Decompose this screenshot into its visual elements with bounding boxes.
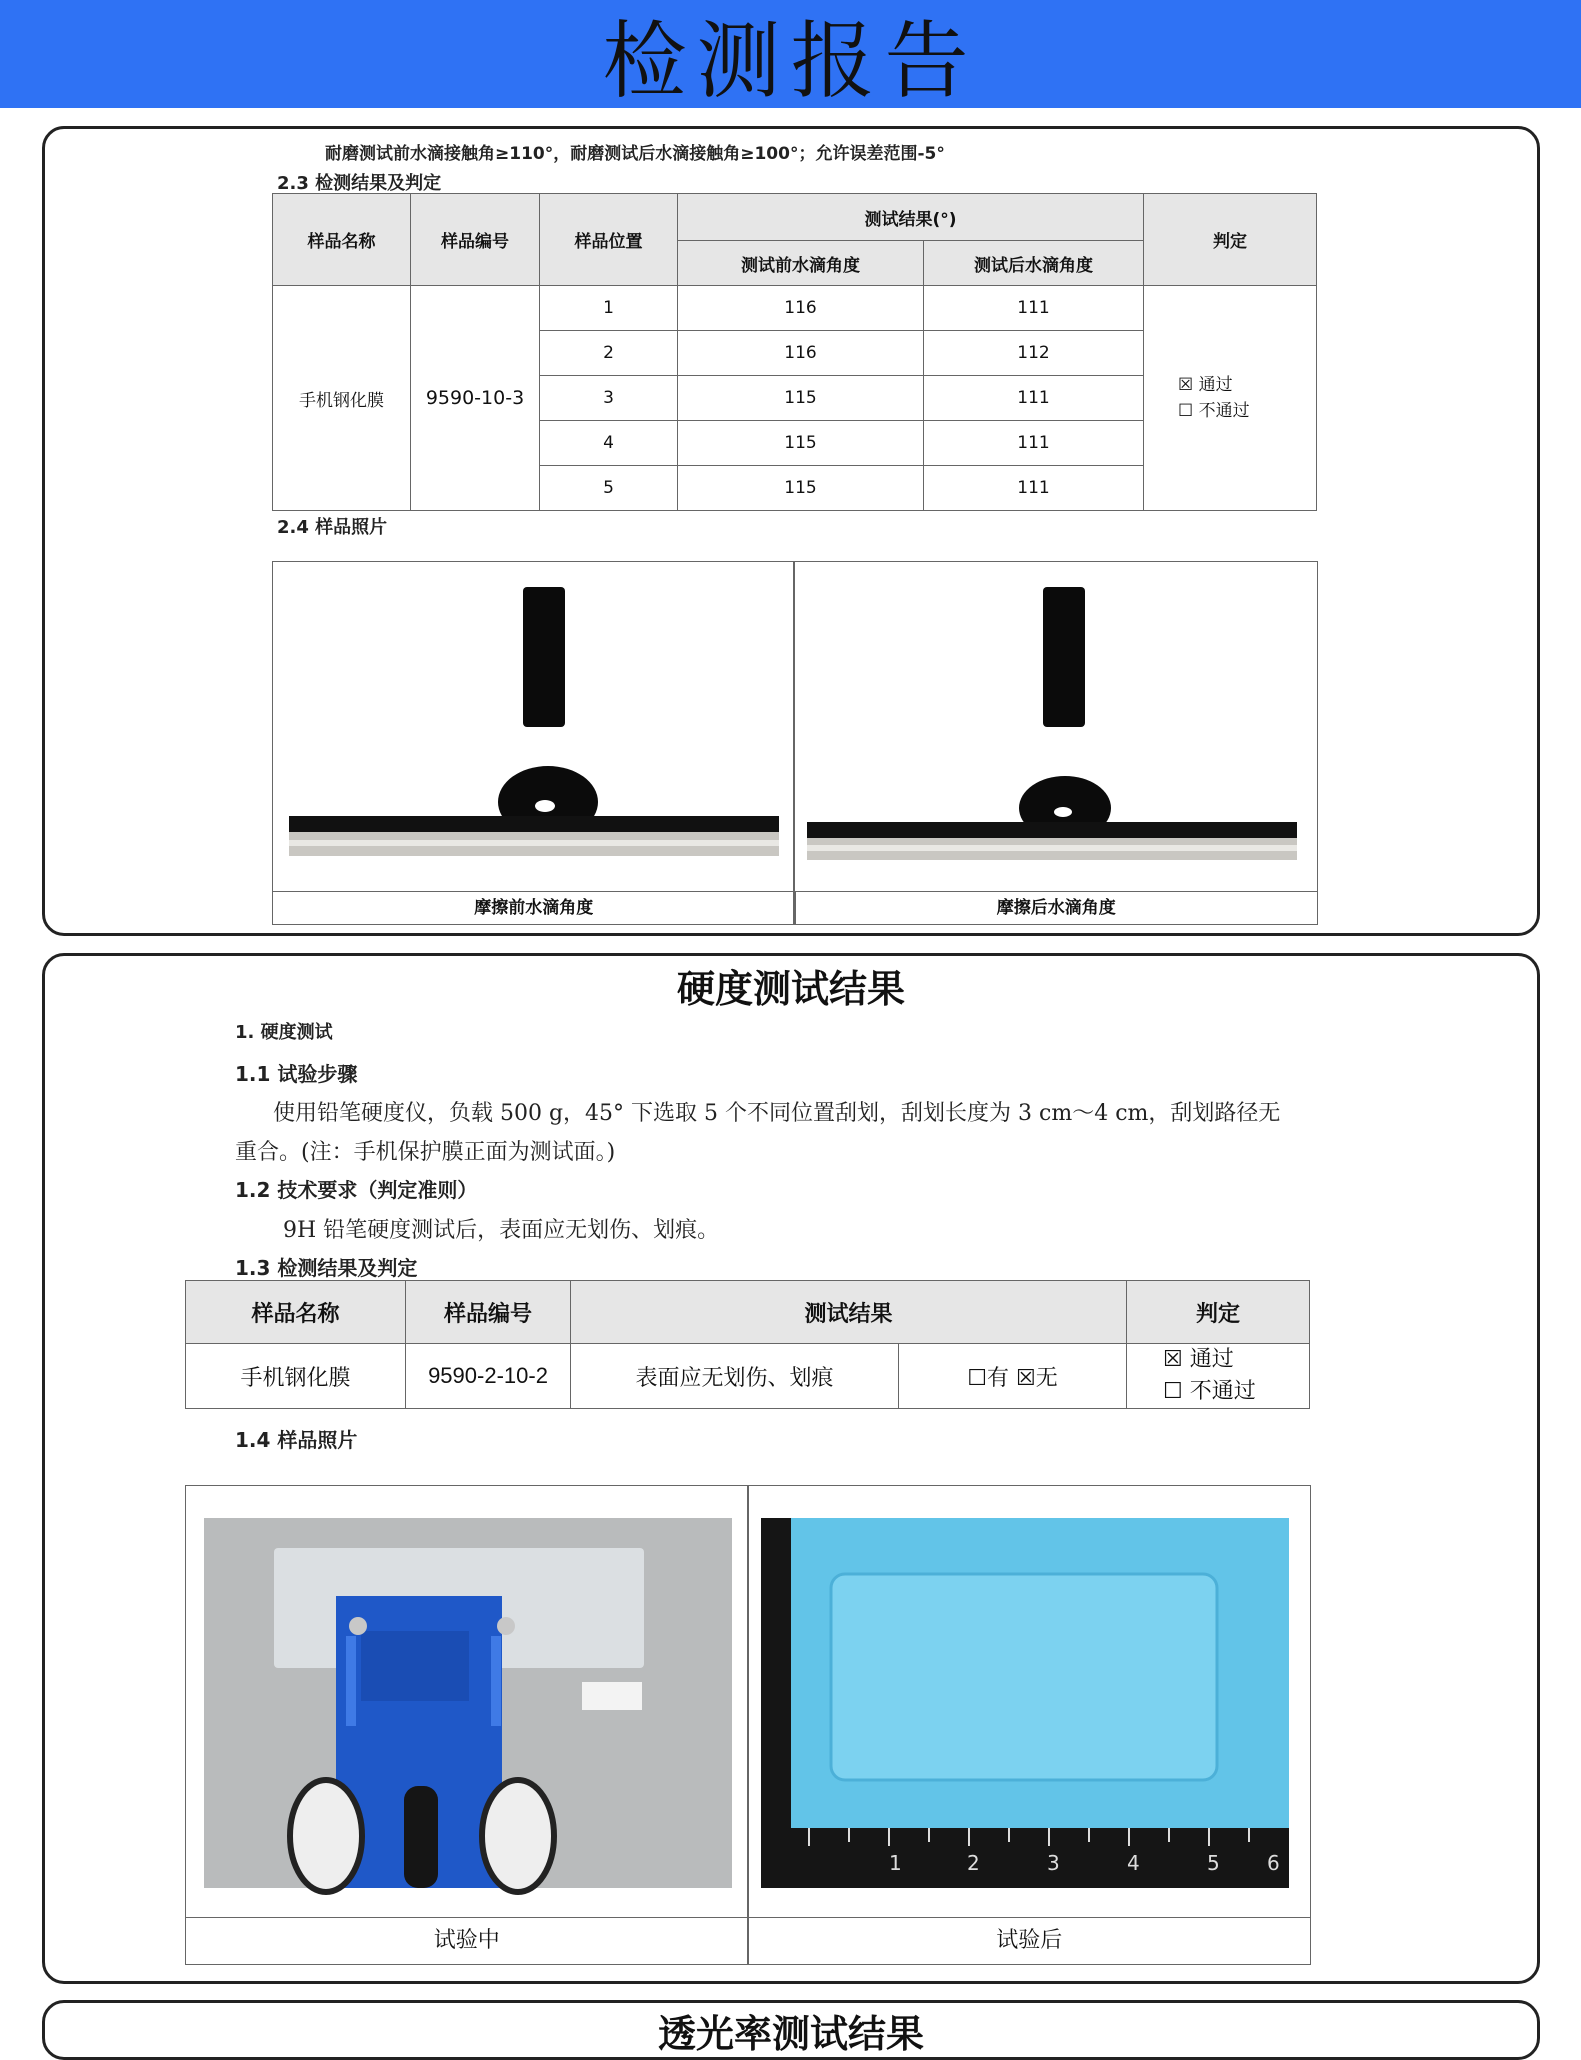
ruler-number: 1 [889, 1851, 902, 1875]
caption-after: 摩擦后水滴角度 [795, 892, 1318, 924]
verdict-pass-checkbox: ☒ 通过 [1178, 375, 1233, 395]
after-cell: 111 [924, 286, 1144, 331]
after-cell: 112 [924, 331, 1144, 376]
ruler-number: 6 [1267, 1851, 1280, 1875]
section-2-3: 2.3 检测结果及判定 [277, 173, 442, 194]
ruler-number: 5 [1207, 1851, 1220, 1875]
hardness-requirement: 9H 铅笔硬度测试后，表面应无划伤、划痕。 [283, 1218, 720, 1243]
caption-before: 摩擦前水滴角度 [474, 898, 594, 918]
test-in-progress-photo [186, 1486, 746, 1916]
hardness-photos [185, 1485, 1311, 1965]
position-cell: 4 [540, 421, 678, 466]
header-before: 测试前水滴角度 [678, 241, 924, 286]
report-title: 检测报告 [602, 11, 979, 110]
before-cell: 115 [678, 466, 924, 511]
position-cell: 1 [540, 286, 678, 331]
droplet-before-photo [273, 562, 793, 890]
result-text-cell: 表面应无划伤、划痕 [571, 1344, 899, 1409]
sample-name-cell: 手机钢化膜 [186, 1344, 406, 1409]
header-sample-code: 样品编号 [406, 1281, 571, 1344]
ruler-number: 3 [1047, 1851, 1060, 1875]
header-sample-name: 样品名称 [186, 1281, 406, 1344]
header-test-result: 测试结果(°) [678, 194, 1144, 241]
header-sample-name: 样品名称 [273, 194, 411, 286]
before-cell: 116 [678, 286, 924, 331]
section-1-3: 1.3 检测结果及判定 [235, 1256, 418, 1280]
hardness-heading: 硬度测试结果 [676, 966, 905, 1011]
section-1-2: 1.2 技术要求（判定准则） [235, 1178, 478, 1202]
table-row [186, 1344, 1310, 1409]
position-cell: 5 [540, 466, 678, 511]
header-sample-position: 样品位置 [540, 194, 678, 286]
procedure-text-2: 重合。(注：手机保护膜正面为测试面。) [235, 1140, 616, 1165]
position-cell: 3 [540, 376, 678, 421]
hardness-results-table [185, 1280, 1310, 1409]
droplet-after-photo [795, 562, 1315, 890]
after-cell: 111 [924, 376, 1144, 421]
header-test-result: 测试结果 [571, 1281, 1127, 1344]
verdict-cell [1144, 286, 1317, 511]
verdict-fail-checkbox: ☐ 不通过 [1163, 1379, 1256, 1404]
result-check-cell: ☐有 ☒无 [899, 1344, 1127, 1409]
header-verdict: 判定 [1144, 194, 1317, 286]
after-cell: 111 [924, 421, 1144, 466]
verdict-pass-checkbox: ☒ 通过 [1163, 1347, 1234, 1372]
transmittance-panel [42, 2000, 1540, 2060]
section-1-4: 1.4 样品照片 [235, 1428, 358, 1452]
sample-name-cell: 手机钢化膜 [273, 286, 411, 511]
contact-angle-panel [42, 126, 1540, 936]
test-complete-photo [749, 1486, 1309, 1916]
angle-results-table [272, 193, 1317, 511]
sample-code-cell: 9590-10-3 [411, 286, 540, 511]
ruler-number: 2 [967, 1851, 980, 1875]
before-cell: 115 [678, 376, 924, 421]
verdict-fail-checkbox: ☐ 不通过 [1178, 401, 1250, 421]
before-cell: 115 [678, 421, 924, 466]
procedure-text-1: 使用铅笔硬度仪，负载 500 g，45° 下选取 5 个不同位置刮划，刮划长度为 3 cm～4 cm，刮划路径无 [273, 1101, 1281, 1126]
angle-requirement: 耐磨测试前水滴接触角≥110°，耐磨测试后水滴接触角≥100°；允许误差范围-5° [325, 144, 945, 164]
droplet-photos [272, 561, 1318, 925]
header-verdict: 判定 [1127, 1281, 1310, 1344]
caption-complete: 试验后 [748, 1918, 1311, 1964]
header-after: 测试后水滴角度 [924, 241, 1144, 286]
verdict-cell [1127, 1344, 1310, 1409]
table-row [273, 286, 1317, 331]
header-sample-code: 样品编号 [411, 194, 540, 286]
before-cell: 116 [678, 331, 924, 376]
after-cell: 111 [924, 466, 1144, 511]
sample-code-cell: 9590-2-10-2 [406, 1344, 571, 1409]
section-2-4: 2.4 样品照片 [277, 517, 388, 538]
position-cell: 2 [540, 331, 678, 376]
section-1-1: 1.1 试验步骤 [235, 1062, 358, 1086]
transmittance-heading: 透光率测试结果 [657, 2011, 924, 2056]
ruler-number: 4 [1127, 1851, 1140, 1875]
caption-in-progress: 试验中 [433, 1928, 500, 1953]
section-1: 1. 硬度测试 [235, 1022, 333, 1043]
report-banner [0, 0, 1581, 108]
